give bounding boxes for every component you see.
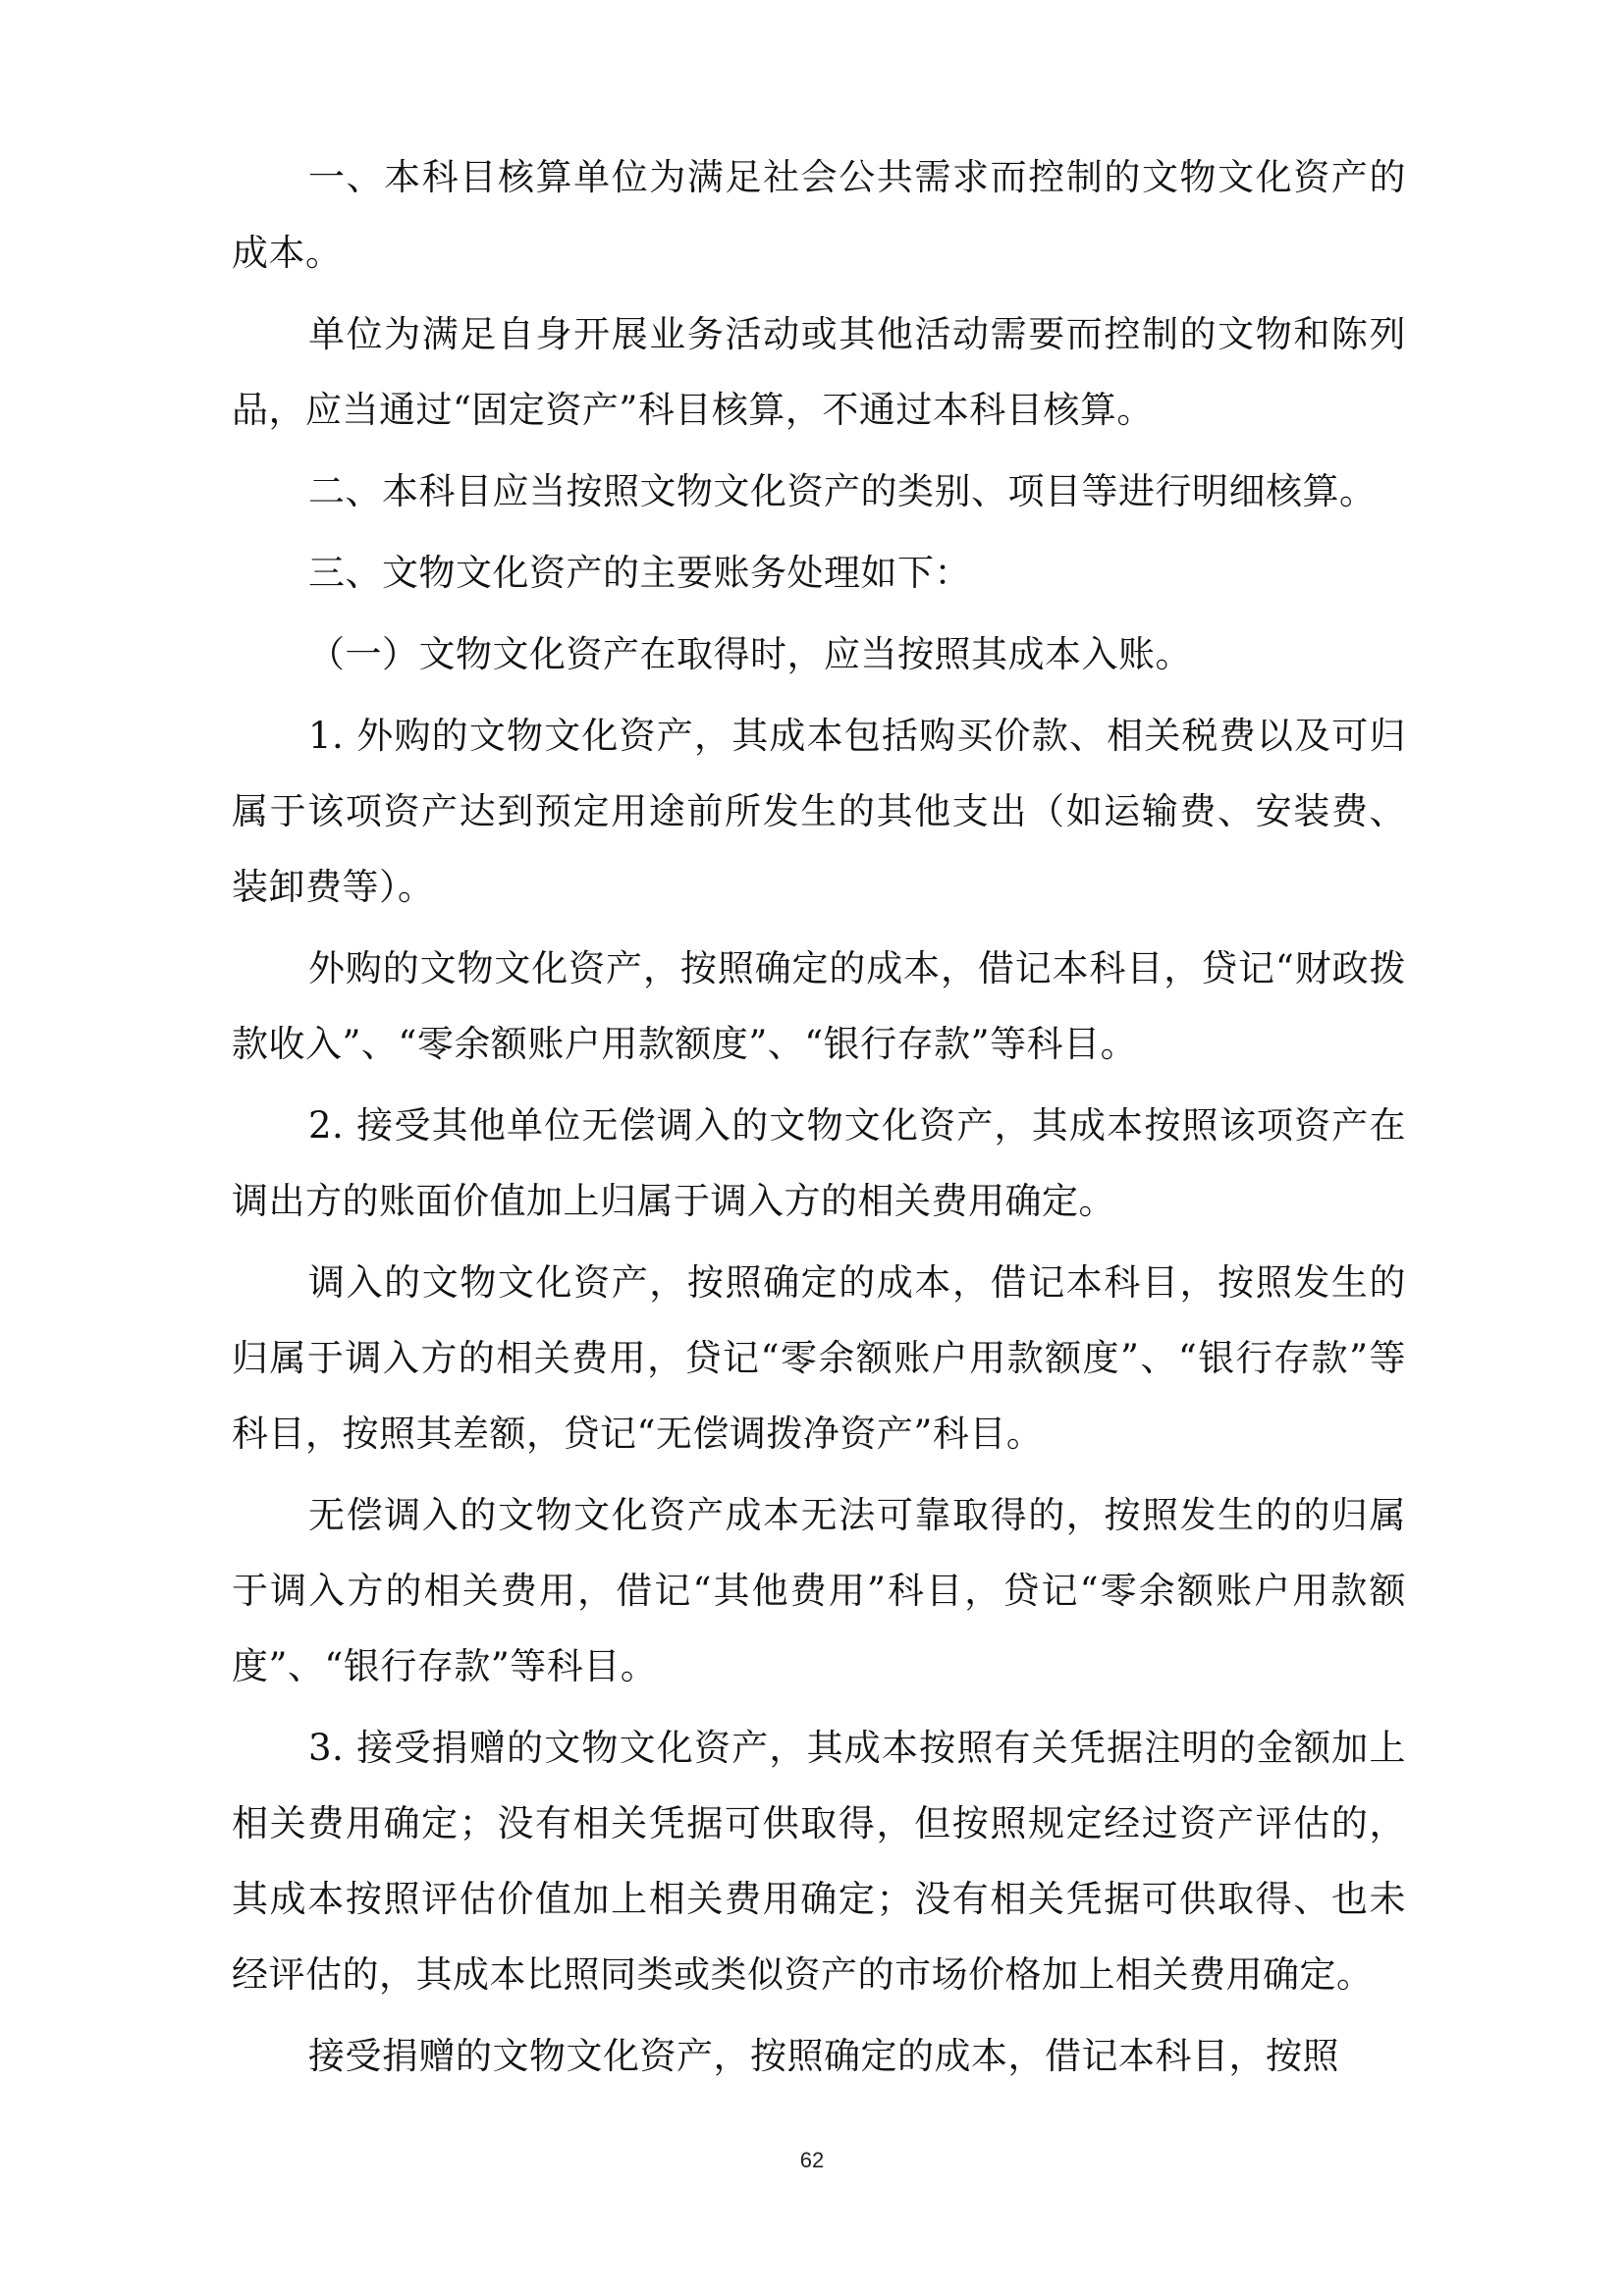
body-text xyxy=(232,139,1406,2100)
paragraph: （一）文物文化资产在取得时，应当按照其成本入账。 xyxy=(308,633,1192,675)
paragraph: 二、本科目应当按照文物文化资产的类别、项目等进行明细核算。 xyxy=(308,470,1377,512)
page-number: 62 xyxy=(799,2148,825,2172)
paragraph: 三、文物文化资产的主要账务处理如下： xyxy=(308,552,971,594)
paragraph: 1. 外购的文物文化资产，其成本包括购买价款、相关税费以及可归属于该项资产达到预定用途前所发生的其他支出（如运输费、安装费、装卸费等）。 xyxy=(232,715,1406,908)
paragraph: 一、本科目核算单位为满足社会公共需求而控制的文物文化资产的成本。 xyxy=(232,156,1406,274)
paragraph: 2. 接受其他单位无偿调入的文物文化资产，其成本按照该项资产在调出方的账面价值加上归属于调入方的相关费用确定。 xyxy=(232,1104,1406,1222)
paragraph: 无偿调入的文物文化资产成本无法可靠取得的，按照发生的的归属于调入方的相关费用，借记“其他费用”科目，贷记“零余额账户用款额度”、“银行存款”等科目。 xyxy=(232,1494,1406,1687)
paragraph: 单位为满足自身开展业务活动或其他活动需要而控制的文物和陈列品，应当通过“固定资产”科目核算，不通过本科目核算。 xyxy=(232,313,1406,431)
paragraph: 3. 接受捐赠的文物文化资产，其成本按照有关凭据注明的金额加上相关费用确定；没有相关凭据可供取得，但按照规定经过资产评估的，其成本按照评估价值加上相关费用确定；没有相关凭据可供取得、也未经评估的，其成本比照同类或类似资产的市场价格加上相关费用确定。 xyxy=(232,1727,1406,1996)
paragraph: 外购的文物文化资产，按照确定的成本，借记本科目，贷记“财政拨款收入”、“零余额账户用款额度”、“银行存款”等科目。 xyxy=(232,947,1406,1065)
paragraph: 接受捐赠的文物文化资产，按照确定的成本，借记本科目，按照 xyxy=(308,2035,1339,2077)
paragraph: 调入的文物文化资产，按照确定的成本，借记本科目，按照发生的归属于调入方的相关费用，贷记“零余额账户用款额度”、“银行存款”等科目，按照其差额，贷记“无偿调拨净资产”科目。 xyxy=(232,1261,1406,1455)
